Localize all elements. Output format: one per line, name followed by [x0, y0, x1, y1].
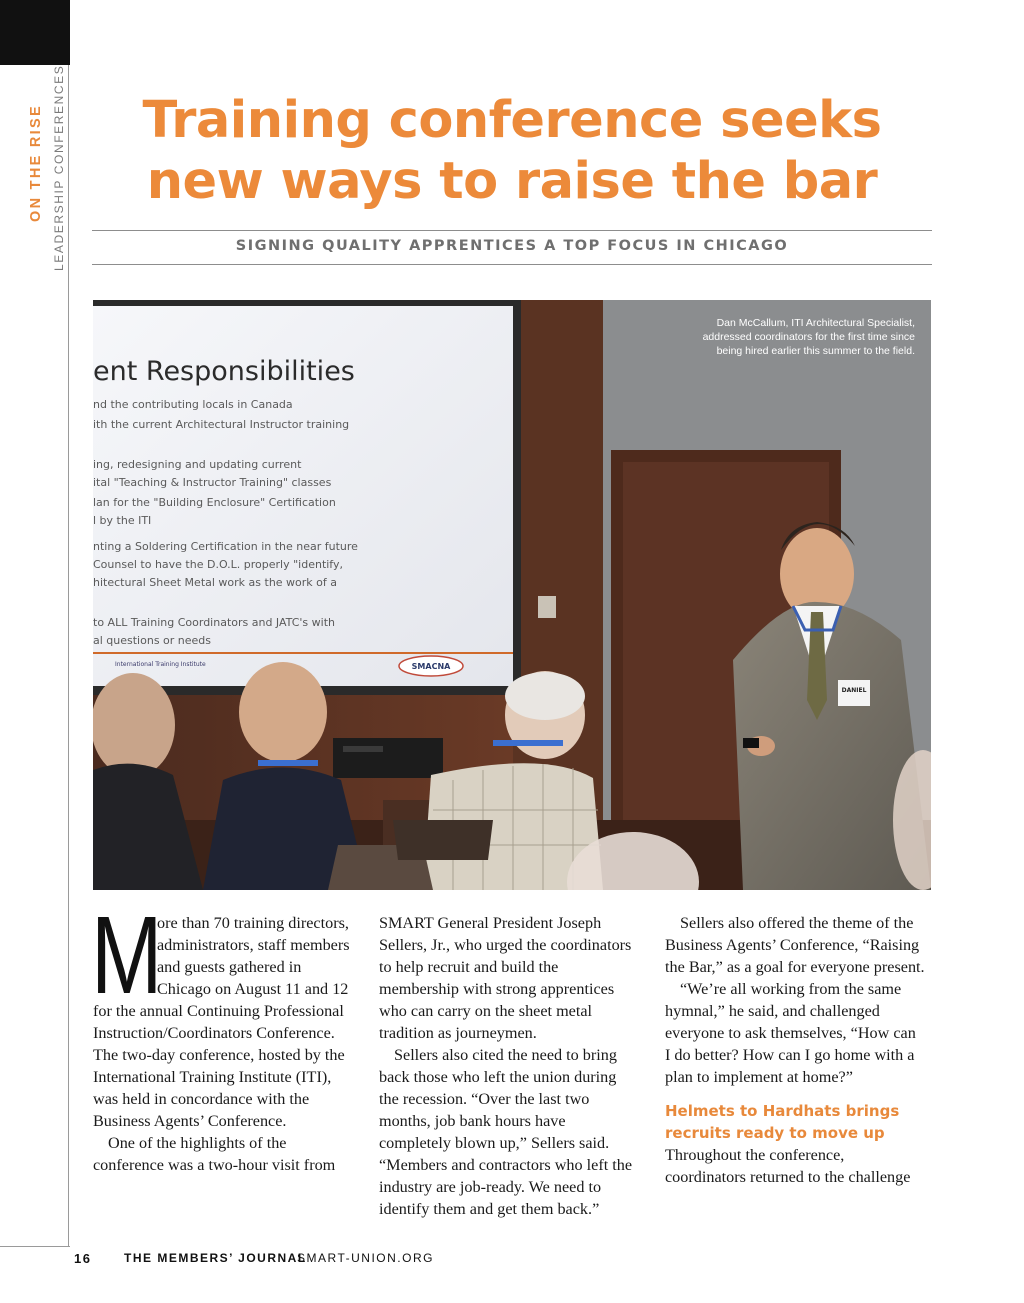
paragraph: Sellers also offered the theme of the Business Agents’ Conference, “Raising the Bar,” as a goal for everyone present. — [665, 914, 925, 976]
page-number: 16 — [74, 1251, 92, 1266]
rail-divider — [68, 65, 69, 1247]
subsection-label: LEADERSHIP CONFERENCES — [52, 64, 66, 271]
paragraph: “We’re all working from the same hymnal,” he said, and challenged everyone to ask themselves, “How can I do better? How can I go home with a plan to implement at home?” — [665, 980, 916, 1086]
paragraph-text: ore than 70 training directors, administrators, staff members and guests gathered in Chicago on August 11 and 12 for the annual Continuing Professional Instruction/Coordinators Conference. The two-day conference, hosted by the International Training Institute (ITI), was held in concordance with the Business Agents’ Conference. — [93, 914, 350, 1130]
slide-title: ent Responsibilities — [93, 356, 355, 387]
caption-line-1: Dan McCallum, ITI Architectural Specialist, — [716, 317, 915, 329]
drop-cap: M — [91, 894, 163, 1017]
website-url: SMART-UNION.ORG — [297, 1251, 434, 1265]
subhead-rule-bottom — [92, 264, 932, 265]
slide-line: ing, redesigning and updating current — [93, 458, 302, 471]
headline — [92, 90, 932, 212]
publication-name: THE MEMBERS’ JOURNAL — [124, 1251, 307, 1265]
photo-caption — [685, 316, 915, 358]
slide-logo: SMACNA — [411, 662, 451, 671]
headline-line-1: Training conference seeks — [142, 91, 882, 150]
paragraph: SMART General President Joseph Sellers, Jr., who urged the coordinators to help recruit and build the membership with strong apprentices who can carry on the sheet metal tradition as journeymen. — [379, 914, 632, 1042]
photo-illustration — [93, 300, 931, 890]
paragraph: Sellers also cited the need to bring back those who left the union during the recession. “Over the last two months, job bank hours have completely blown up,” Sellers said. “Members and contractors who left the industry are job-ready. We need to identify them and get them back.” — [379, 1046, 633, 1218]
caption-line-3: being hired earlier this summer to the field. — [716, 345, 915, 357]
slide-line: Counsel to have the D.O.L. properly "identify, — [93, 558, 343, 571]
footer-rule — [0, 1246, 70, 1247]
article-column-3 — [665, 912, 925, 1188]
slide-line: lan for the "Building Enclosure" Certification — [93, 496, 336, 509]
caption-line-2: addressed coordinators for the first time since — [702, 331, 915, 343]
section-subhead: Helmets to Hardhats brings recruits ready to move up — [665, 1102, 900, 1142]
subhead: SIGNING QUALITY APPRENTICES A TOP FOCUS IN CHICAGO — [235, 238, 789, 254]
slide-line: hitectural Sheet Metal work as the work of a — [93, 576, 338, 589]
headline-line-2: new ways to raise the bar — [146, 152, 878, 211]
article-column-2 — [379, 912, 639, 1220]
slide-line: nd the contributing locals in Canada — [93, 398, 293, 411]
name-badge-text: DANIEL — [841, 687, 867, 694]
slide-line: nting a Soldering Certification in the near future — [93, 540, 358, 553]
paragraph: Throughout the conference, coordinators returned to the challenge — [665, 1146, 911, 1186]
subhead-rule-top — [92, 230, 932, 231]
slide-line: ith the current Architectural Instructor training — [93, 418, 350, 431]
rail-black-block — [0, 0, 70, 65]
paragraph — [91, 894, 353, 1132]
paragraph: One of the highlights of the conference was a two-hour visit from — [93, 1134, 336, 1174]
slide-line: to ALL Training Coordinators and JATC's with — [93, 616, 335, 629]
slide-line: al questions or needs — [93, 634, 212, 647]
slide-line: l by the ITI — [93, 514, 152, 527]
section-label: ON THE RISE — [28, 104, 44, 222]
slide-footer: International Training Institute — [115, 661, 206, 668]
article-column-1 — [91, 894, 353, 1176]
slide-line: ital "Teaching & Instructor Training" classes — [93, 476, 332, 489]
conference-photo — [93, 300, 931, 890]
